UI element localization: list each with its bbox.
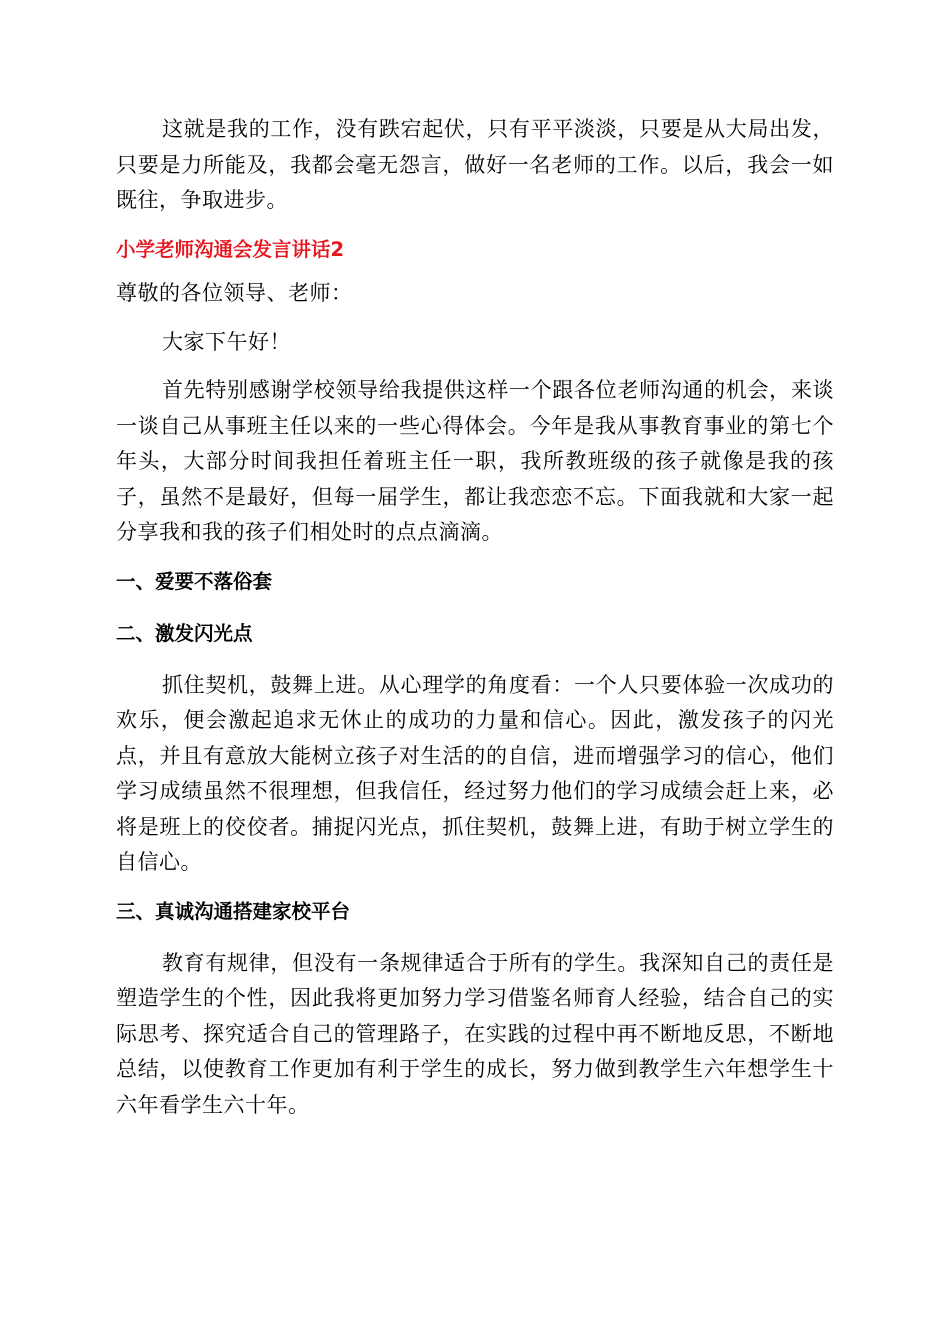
paragraph-highlights: 抓住契机，鼓舞上进。从心理学的角度看：一个人只要体验一次成功的欢乐，便会激起追求无休止的成功的力量和信心。因此，激发孩子的闪光点，并且有意放大能树立孩子对生活的的自信，进而增强学习的信心，他们学习成绩虽然不很理想，但我信任，经过努力他们的学习成绩会赶上来，必将是班上的佼佼者。捕捉闪光点，抓住契机，鼓舞上进，有助于树立学生的自信心。: [116, 672, 834, 874]
heading-highlights: 二、激发闪光点: [116, 621, 253, 645]
section-title: 小学老师沟通会发言讲话2: [116, 237, 345, 261]
paragraph-communication: 教育有规律，但没有一条规律适合于所有的学生。我深知自己的责任是塑造学生的个性，因此我将更加努力学习借鉴名师育人经验，结合自己的实际思考、探究适合自己的管理路子，在实践的过程中再不断地反思，不断地总结，以使教育工作更加有利于学生的成长，努力做到教学生六年想学生十六年看学生六十年。: [116, 950, 834, 1117]
paragraph-opening: 首先特别感谢学校领导给我提供这样一个跟各位老师沟通的机会，来谈一谈自己从事班主任以来的一些心得体会。今年是我从事教育事业的第七个年头，大部分时间我担任着班主任一职，我所教班级的孩子就像是我的孩子，虽然不是最好，但每一届学生，都让我恋恋不忘。下面我就和大家一起分享我和我的孩子们相处时的点点滴滴。: [116, 378, 834, 544]
document-body: [116, 112, 834, 1136]
heading-love: 一、爱要不落俗套: [116, 569, 273, 593]
greeting: 大家下午好！: [162, 329, 291, 354]
paragraph-intro: 这就是我的工作，没有跌宕起伏，只有平平淡淡，只要是从大局出发，只要是力所能及，我都会毫无怨言，做好一名老师的工作。以后，我会一如既往，争取进步。: [116, 117, 834, 212]
salutation: 尊敬的各位领导、老师：: [116, 280, 353, 305]
heading-communication: 三、真诚沟通搭建家校平台: [116, 899, 351, 923]
